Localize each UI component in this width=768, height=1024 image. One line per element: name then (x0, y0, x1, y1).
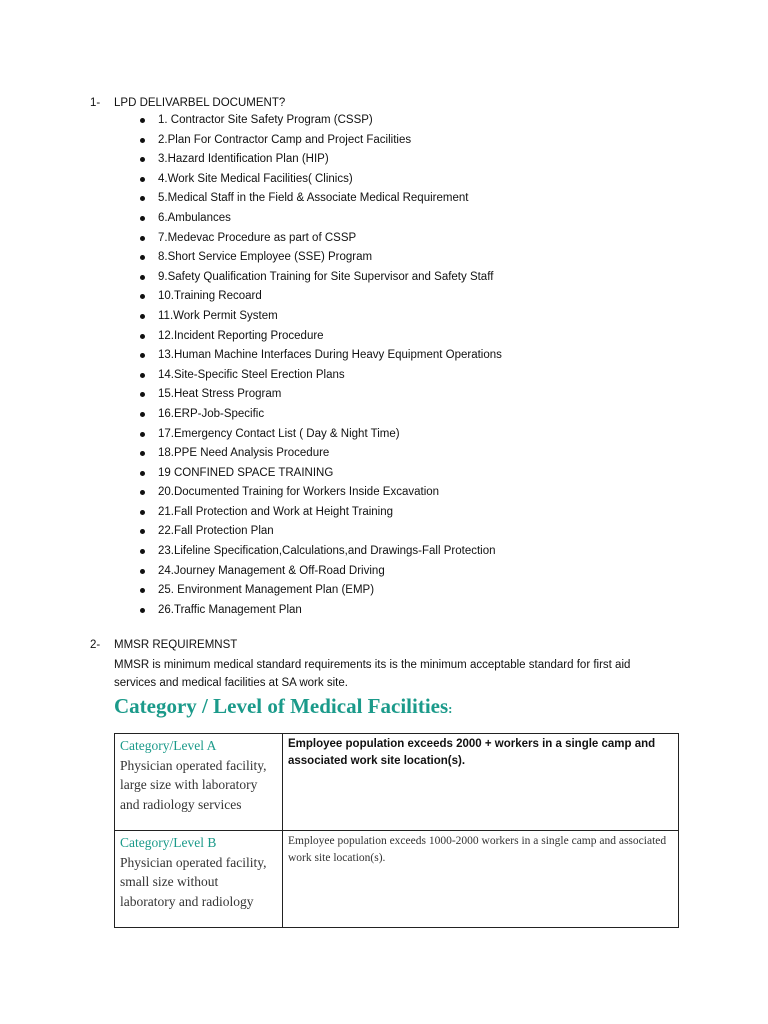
table-row (115, 831, 679, 928)
section-2-heading (90, 638, 237, 653)
facilities-table (114, 733, 679, 928)
list-item: 21.Fall Protection and Work at Height Training (140, 503, 502, 523)
list-item: 9.Safety Qualification Training for Site Supervisor and Safety Staff (140, 268, 502, 288)
list-item: 11.Work Permit System (140, 307, 502, 327)
section-2-title: MMSR REQUIREMNST (114, 639, 238, 651)
level-label: Category/Level B (120, 835, 217, 850)
list-item: 3.Hazard Identification Plan (HIP) (140, 150, 502, 170)
list-item: 14.Site-Specific Steel Erection Plans (140, 366, 502, 386)
section-1-number: 1- (90, 97, 101, 109)
section-2-number: 2- (90, 639, 101, 651)
facility-description: Physician operated facility, large size with laboratory and radiology services (120, 757, 267, 812)
list-item: 5.Medical Staff in the Field & Associate Medical Requirement (140, 189, 502, 209)
population-cell: Employee population exceeds 2000 + workers in a single camp and associated work site location(s). (283, 734, 679, 831)
level-cell (115, 734, 283, 831)
deliverable-list (140, 111, 502, 620)
list-item: 15.Heat Stress Program (140, 385, 502, 405)
population-cell: Employee population exceeds 1000-2000 workers in a single camp and associated work site location(s). (283, 831, 679, 928)
category-heading (114, 694, 453, 719)
list-item: 10.Training Recoard (140, 287, 502, 307)
list-item: 25. Environment Management Plan (EMP) (140, 581, 502, 601)
category-heading-text: Category / Level of Medical Facilities (114, 694, 449, 718)
list-item: 2.Plan For Contractor Camp and Project Facilities (140, 131, 502, 151)
list-item: 20.Documented Training for Workers Inside Excavation (140, 483, 502, 503)
list-item: 23.Lifeline Specification,Calculations,and Drawings-Fall Protection (140, 542, 502, 562)
list-item: 7.Medevac Procedure as part of CSSP (140, 229, 502, 249)
mmsr-paragraph: MMSR is minimum medical standard requirements its is the minimum acceptable standard for first aid services and medical facilities at SA work site. (114, 659, 631, 689)
section-1-heading (90, 96, 285, 111)
list-item: 18.PPE Need Analysis Procedure (140, 444, 502, 464)
list-item: 17.Emergency Contact List ( Day & Night Time) (140, 425, 502, 445)
list-item: 13.Human Machine Interfaces During Heavy Equipment Operations (140, 346, 502, 366)
section-1-title: LPD DELIVARBEL DOCUMENT? (114, 97, 286, 109)
facility-description: Physician operated facility, small size without laboratory and radiology (120, 854, 267, 909)
list-item: 26.Traffic Management Plan (140, 601, 502, 621)
list-item: 1. Contractor Site Safety Program (CSSP) (140, 111, 502, 131)
list-item: 8.Short Service Employee (SSE) Program (140, 248, 502, 268)
list-item: 19 CONFINED SPACE TRAINING (140, 464, 502, 484)
list-item: 6.Ambulances (140, 209, 502, 229)
list-item: 22.Fall Protection Plan (140, 522, 502, 542)
table-row (115, 734, 679, 831)
level-cell (115, 831, 283, 928)
list-item: 16.ERP-Job-Specific (140, 405, 502, 425)
level-label: Category/Level A (120, 738, 217, 753)
list-item: 24.Journey Management & Off-Road Driving (140, 562, 502, 582)
list-item: 4.Work Site Medical Facilities( Clinics) (140, 170, 502, 190)
category-heading-colon: : (448, 701, 453, 716)
list-item: 12.Incident Reporting Procedure (140, 327, 502, 347)
